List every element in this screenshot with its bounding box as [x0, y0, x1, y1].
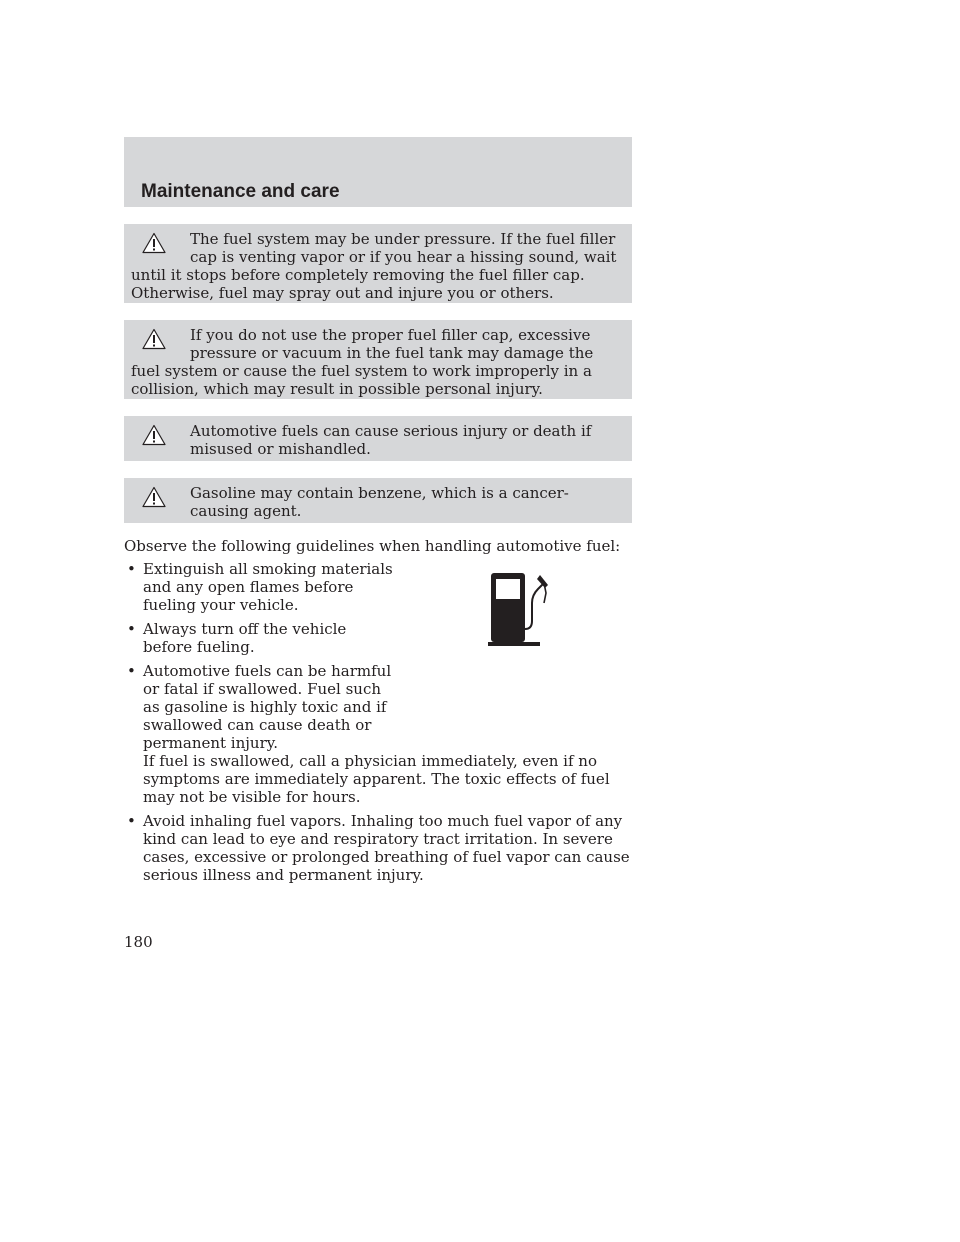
section-title: Maintenance and care	[141, 181, 340, 202]
warning-box	[124, 416, 632, 461]
warning-triangle-icon	[142, 486, 166, 508]
bullet: •	[127, 812, 136, 830]
bullet: •	[127, 662, 136, 680]
list-item-text: Always turn off the vehicle before fueling.	[143, 620, 347, 656]
warning-box	[124, 478, 632, 523]
list-item	[124, 560, 632, 614]
list-item-text: Extinguish all smoking materials and any open flames before fueling your vehicle.	[143, 560, 393, 614]
bullet: •	[127, 560, 136, 578]
page-number: 180	[124, 933, 153, 951]
warning-text: Gasoline may contain benzene, which is a cancer-causing agent.	[190, 484, 569, 520]
warning-triangle-icon	[142, 328, 166, 350]
list-item-text: Avoid inhaling fuel vapors. Inhaling too much fuel vapor of any kind can lead to eye and respiratory tract irritation. In severe cases, excessive or prolonged breathing of fuel vapor can cause serious illness and permanent injury.	[143, 812, 630, 884]
warning-text: The fuel system may be under pressure. If the fuel filler cap is venting vapor or if you hear a hissing sound, wait until it stops before completely removing the fuel filler cap. Otherwise, fuel may spray out and injure you or others.	[131, 230, 617, 302]
bullet: •	[127, 620, 136, 638]
warning-box	[124, 224, 632, 303]
list-item	[124, 812, 632, 884]
warning-triangle-icon	[142, 232, 166, 254]
warning-text: Automotive fuels can cause serious injury or death if misused or mishandled.	[190, 422, 592, 458]
warning-text: If you do not use the proper fuel filler cap, excessive pressure or vacuum in the fuel tank may damage the fuel system or cause the fuel system to work improperly in a collision, which may result in possible personal injury.	[131, 326, 594, 398]
list-item	[124, 662, 632, 806]
warning-box	[124, 320, 632, 399]
section-header	[124, 137, 632, 207]
fuel-pump-icon	[488, 569, 552, 649]
guidelines-intro: Observe the following guidelines when handling automotive fuel:	[124, 537, 621, 555]
warning-triangle-icon	[142, 424, 166, 446]
list-item-text-continued: If fuel is swallowed, call a physician immediately, even if no symptoms are immediately apparent. The toxic effects of fuel may not be visible for hours.	[143, 752, 610, 806]
list-item-text: Automotive fuels can be harmful or fatal if swallowed. Fuel such as gasoline is highly toxic and if swallowed can cause death or permanent injury.	[143, 662, 392, 752]
list-item	[124, 620, 632, 656]
guidelines-list	[124, 560, 632, 890]
